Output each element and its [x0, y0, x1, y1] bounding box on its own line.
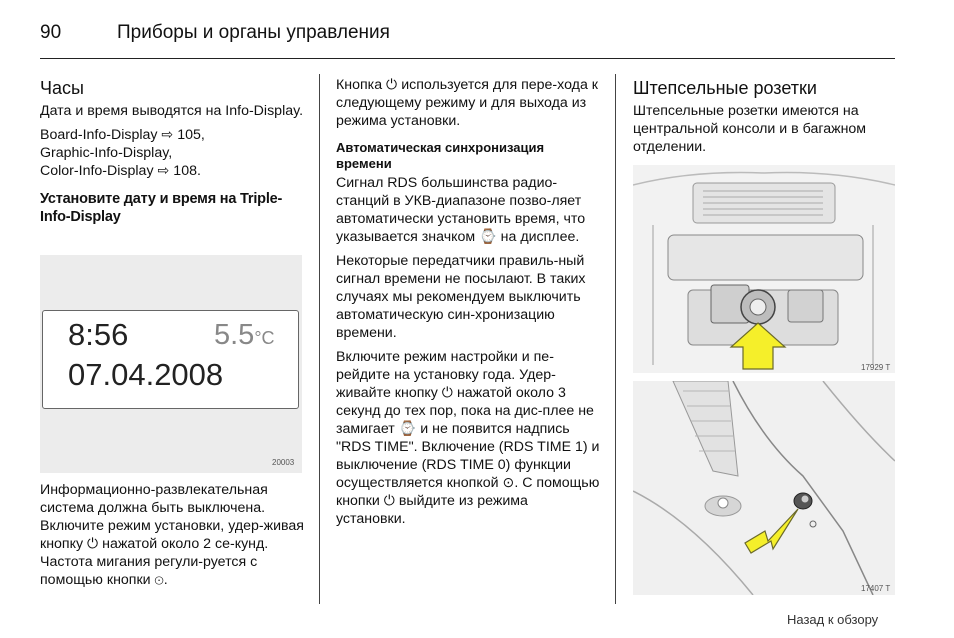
figure-id: 20003 [272, 458, 295, 467]
display-time: 8:56 [68, 317, 129, 352]
temperature-unit: °C [254, 328, 275, 348]
console-socket-illustration [633, 165, 895, 373]
triple-info-display-figure [40, 255, 302, 473]
column-sockets [633, 68, 898, 162]
paragraph: Некоторые передатчики правиль-ный сигнал времени не посылают. В таких случаях мы рекомендуем выключить автоматическую син-хронизацию времени. [336, 253, 586, 341]
paragraph: Включите режим настройки и пе-рейдите на установку года. Удер-живайте кнопку ⏻ нажатой около 3 секунд до тех пор, пока на дис-плее не замигает ⌚ и не появится надпись "RDS TIME". Включение (RDS TIME 1) и выключение (RDS TIME 0) функции осуществляется кнопкой ⊙. С помощью кнопки ⏻ выйдите из режима установки. [336, 349, 600, 527]
subheading-set-date: Установите дату и время на Triple-Info-Display [40, 191, 283, 225]
page-number: 90 [40, 22, 62, 43]
paragraph: Штепсельные розетки имеются на центральной консоли и в багажном отделении. [633, 103, 867, 155]
display-screen [42, 310, 299, 409]
display-ref-graphic: Graphic-Info-Display, [40, 145, 173, 161]
figure-id: 17929 T [861, 363, 891, 372]
trunk-socket-illustration [633, 381, 895, 595]
paragraph: Кнопка ⏻ используется для пере-хода к следующему режиму и для выхода из режима установки. [336, 77, 598, 129]
page-header [40, 18, 895, 59]
display-date: 07.04.2008 [68, 357, 224, 392]
column-setup [336, 76, 600, 534]
column-clock [40, 68, 310, 228]
paragraph-display-refs [40, 126, 310, 180]
section-heading-clock: Часы [40, 78, 84, 98]
column-clock-cont [40, 481, 310, 595]
paragraph: Дата и время выводятся на Info-Display. [40, 103, 304, 119]
column-divider-2 [615, 74, 616, 604]
trunk-socket-figure [633, 381, 895, 595]
paragraph: Информационно-развлекательная система должна быть выключена. Включите режим установки, удер-живая кнопку ⏻ нажатой около 2 се-кунд. Частота мигания регули-руется с помощью кнопки ⊙. [40, 482, 304, 588]
back-to-overview-link[interactable]: Назад к обзору [787, 612, 879, 627]
page-title: Приборы и органы управления [117, 22, 390, 43]
paragraph: Сигнал RDS большинства радио-станций в УКВ-диапазоне позво-ляет автоматически установить время, что указывается значком ⌚ на дисплее. [336, 175, 586, 245]
display-ref-board[interactable]: Board-Info-Display ⇨ 105, [40, 127, 205, 143]
display-ref-color[interactable]: Color-Info-Display ⇨ 108. [40, 163, 201, 179]
display-temperature: 5.5°C [214, 319, 275, 351]
figure-id: 17407 T [861, 584, 891, 593]
column-divider-1 [319, 74, 320, 604]
section-heading-sockets: Штепсельные розетки [633, 78, 817, 98]
subheading-auto-sync: Автоматическая синхронизация времени [336, 140, 545, 171]
console-socket-figure [633, 165, 895, 373]
